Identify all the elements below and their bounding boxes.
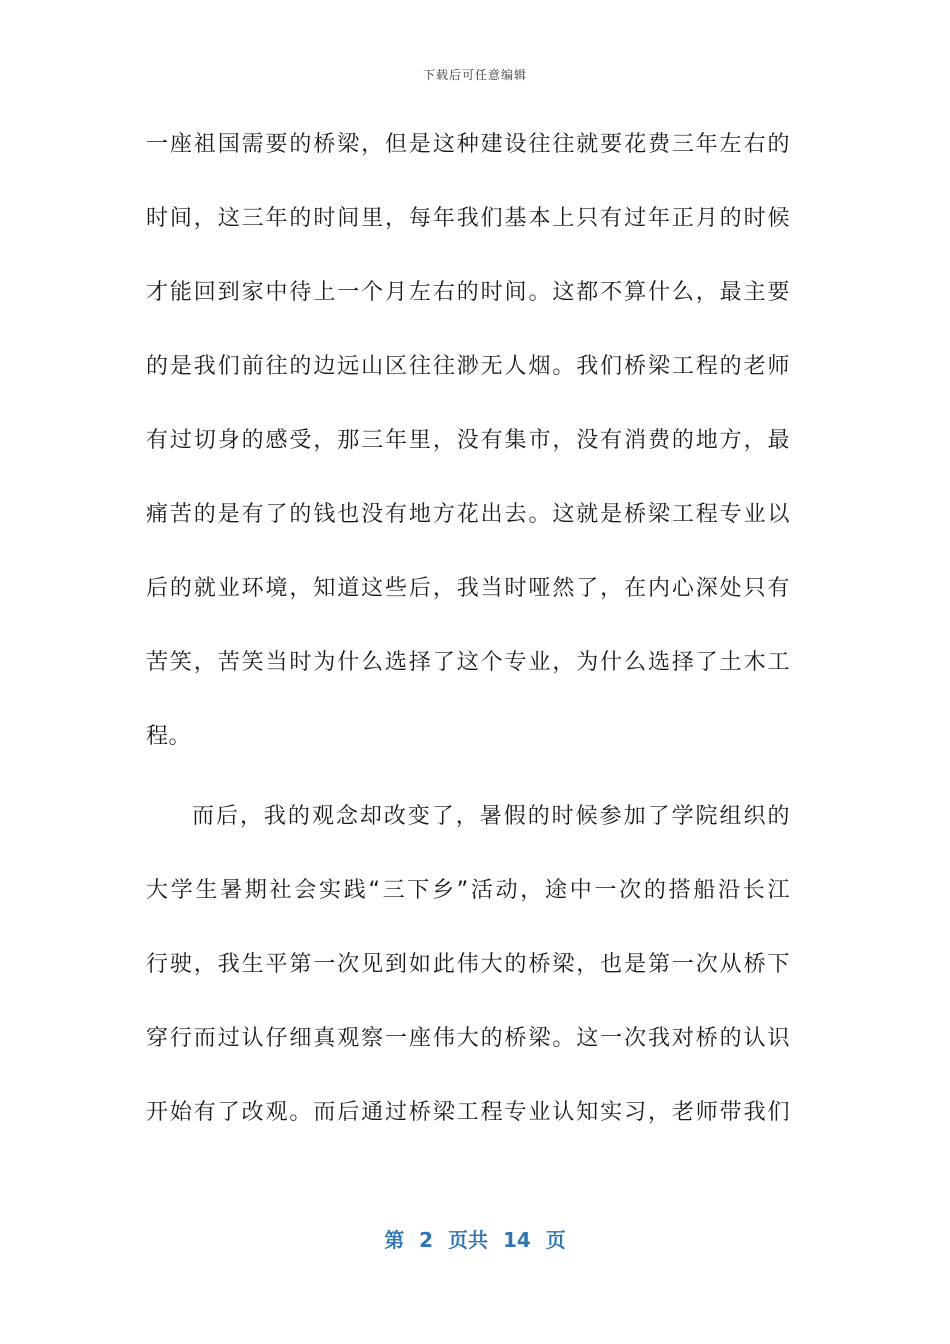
paragraph-1-line-5: 有过切身的感受，那三年里，没有集市，没有消费的地方，最 xyxy=(146,428,790,453)
paragraph-1-line-7: 后的就业环境，知道这些后，我当时哑然了，在内心深处只有 xyxy=(146,576,790,601)
header-note: 下载后可任意编辑 xyxy=(422,68,527,82)
paragraph-2-line-1: 而后，我的观念却改变了，暑假的时候参加了学院组织的 xyxy=(192,804,790,829)
paragraph-1-line-3: 才能回到家中待上一个月左右的时间。这都不算什么，最主要 xyxy=(146,280,790,305)
paragraph-1-line-6: 痛苦的是有了的钱也没有地方花出去。这就是桥梁工程专业以 xyxy=(146,502,790,527)
paragraph-1-line-9: 程。 xyxy=(146,724,192,749)
paragraph-2-line-2: 大学生暑期社会实践“三下乡”活动，途中一次的搭船沿长江 xyxy=(146,878,790,903)
paragraph-2-line-3: 行驶，我生平第一次见到如此伟大的桥梁，也是第一次从桥下 xyxy=(146,952,790,977)
page-number: 第 2 页共 14 页 xyxy=(384,1228,566,1252)
paragraph-1-line-4: 的是我们前往的边远山区往往渺无人烟。我们桥梁工程的老师 xyxy=(146,354,790,379)
paragraph-1-line-1: 一座祖国需要的桥梁，但是这种建设往往就要花费三年左右的 xyxy=(146,132,790,157)
paragraph-2-line-5: 开始有了改观。而后通过桥梁工程专业认知实习，老师带我们 xyxy=(146,1100,790,1125)
paragraph-1-line-8: 苦笑，苦笑当时为什么选择了这个专业，为什么选择了土木工 xyxy=(146,650,790,675)
paragraph-1-line-2: 时间，这三年的时间里，每年我们基本上只有过年正月的时候 xyxy=(146,206,790,231)
paragraph-2-line-4: 穿行而过认仔细真观察一座伟大的桥梁。这一次我对桥的认识 xyxy=(146,1026,790,1051)
